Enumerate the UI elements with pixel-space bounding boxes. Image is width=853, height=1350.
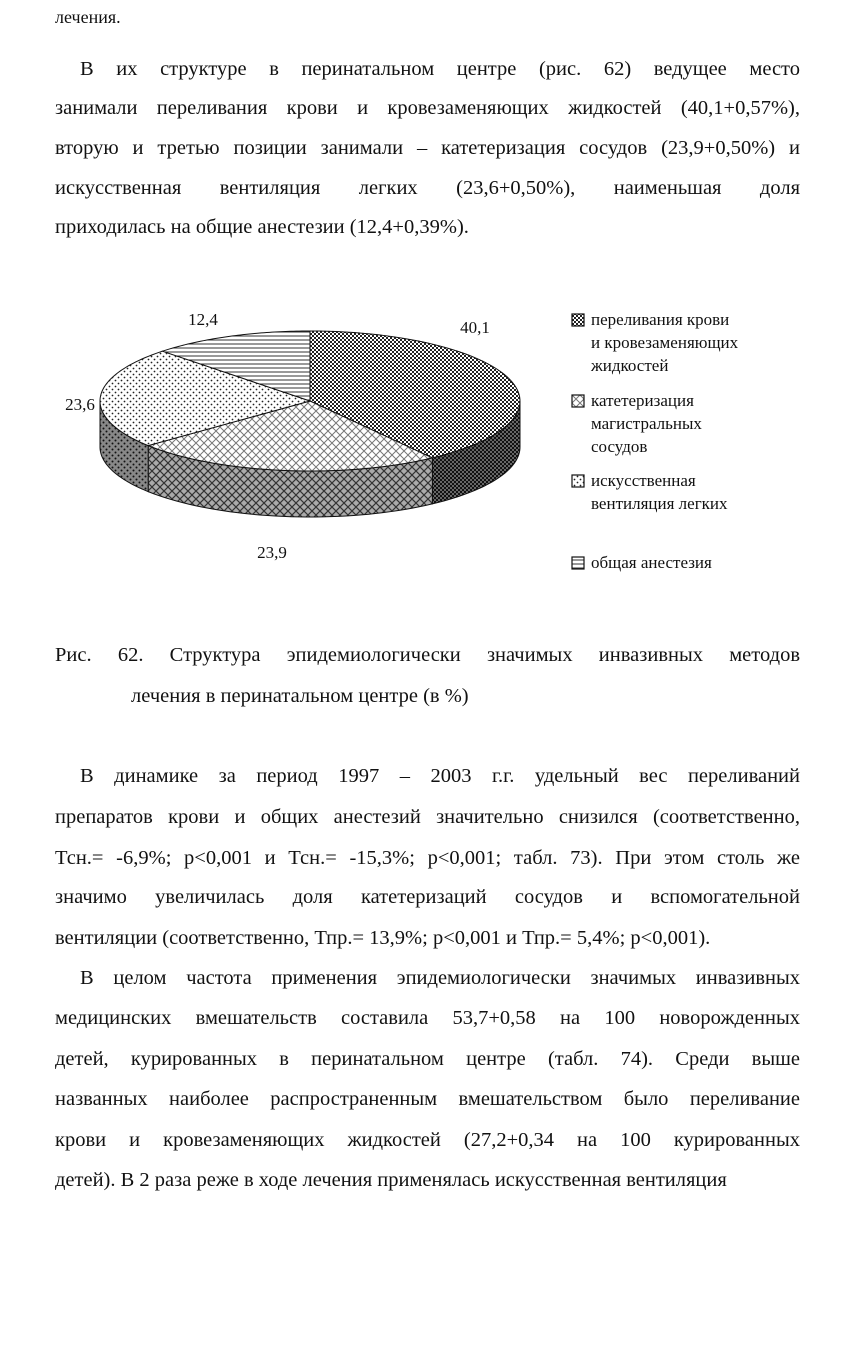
legend-label-2-line-1: катетеризация bbox=[591, 391, 694, 410]
para3-line-3: детей, курированных в перинатальном центре (табл. 74). Среди выше bbox=[55, 1048, 800, 1070]
para3-line-1: В целом частота применения эпидемиологически значимых инвазивных bbox=[80, 967, 800, 989]
legend-label-1-line-1: переливания крови bbox=[591, 310, 730, 329]
legend-label-3-line-2: вентиляция легких bbox=[591, 494, 728, 513]
para1-line-2: занимали переливания крови и кровезаменяющих жидкостей (40,1+0,57%), bbox=[55, 97, 800, 119]
figure-caption-line-2: лечения в перинатальном центре (в %) bbox=[131, 685, 469, 707]
legend-label-1-line-2: и кровезаменяющих bbox=[591, 333, 739, 352]
legend-label-1-line-3: жидкостей bbox=[591, 356, 669, 375]
page-fragment-top: лечения. bbox=[55, 7, 121, 27]
legend-swatch-1 bbox=[572, 314, 584, 326]
legend-label-2-line-3: сосудов bbox=[591, 437, 648, 456]
para2-line-4: значимо увеличилась доля катетеризаций сосудов и вспомогательной bbox=[55, 886, 800, 908]
para2-line-5: вентиляции (соответственно, Тпр.= 13,9%; р<0,001 и Тпр.= 5,4%; р<0,001). bbox=[55, 927, 711, 949]
pie-value-label-1: 40,1 bbox=[460, 318, 490, 337]
para3-line-6: детей). В 2 раза реже в ходе лечения применялась искусственная вентиляция bbox=[55, 1169, 727, 1191]
para1-line-1: В их структуре в перинатальном центре (рис. 62) ведущее место bbox=[80, 58, 800, 80]
legend-swatch-2 bbox=[572, 395, 584, 407]
pie-value-label-2: 23,9 bbox=[257, 543, 287, 562]
para2-line-1: В динамике за период 1997 – 2003 г.г. удельный вес переливаний bbox=[80, 765, 800, 787]
legend-swatch-4 bbox=[572, 557, 584, 569]
para1-line-5: приходилась на общие анестезии (12,4+0,39%). bbox=[55, 216, 469, 238]
para2-line-2: препаратов крови и общих анестезий значительно снизился (соответственно, bbox=[55, 806, 800, 828]
legend-label-3-line-1: искусственная bbox=[591, 471, 696, 490]
para3-line-2: медицинских вмешательств составила 53,7+0,58 на 100 новорожденных bbox=[55, 1007, 800, 1029]
legend-swatch-3 bbox=[572, 475, 584, 487]
pie-value-label-3: 23,6 bbox=[65, 395, 95, 414]
para2-line-3: Тсн.= -6,9%; р<0,001 и Тсн.= -15,3%; р<0,001; табл. 73). При этом столь же bbox=[55, 847, 800, 869]
para1-line-4: искусственная вентиляция легких (23,6+0,50%), наименьшая доля bbox=[55, 177, 800, 199]
legend-label-4-line-1: общая анестезия bbox=[591, 553, 712, 572]
para3-line-4: названных наиболее распространенным вмешательством было переливание bbox=[55, 1088, 800, 1110]
legend-label-2-line-2: магистральных bbox=[591, 414, 702, 433]
para3-line-5: крови и кровезаменяющих жидкостей (27,2+0,34 на 100 курированных bbox=[55, 1129, 800, 1151]
chart-legend bbox=[572, 310, 739, 572]
figure-caption-line-1: Рис. 62. Структура эпидемиологически значимых инвазивных методов bbox=[55, 644, 800, 666]
para1-line-3: вторую и третью позиции занимали – катетеризация сосудов (23,9+0,50%) и bbox=[55, 137, 800, 159]
pie-chart bbox=[0, 295, 853, 595]
pie-slices bbox=[100, 331, 520, 471]
pie-value-label-4: 12,4 bbox=[188, 310, 218, 329]
